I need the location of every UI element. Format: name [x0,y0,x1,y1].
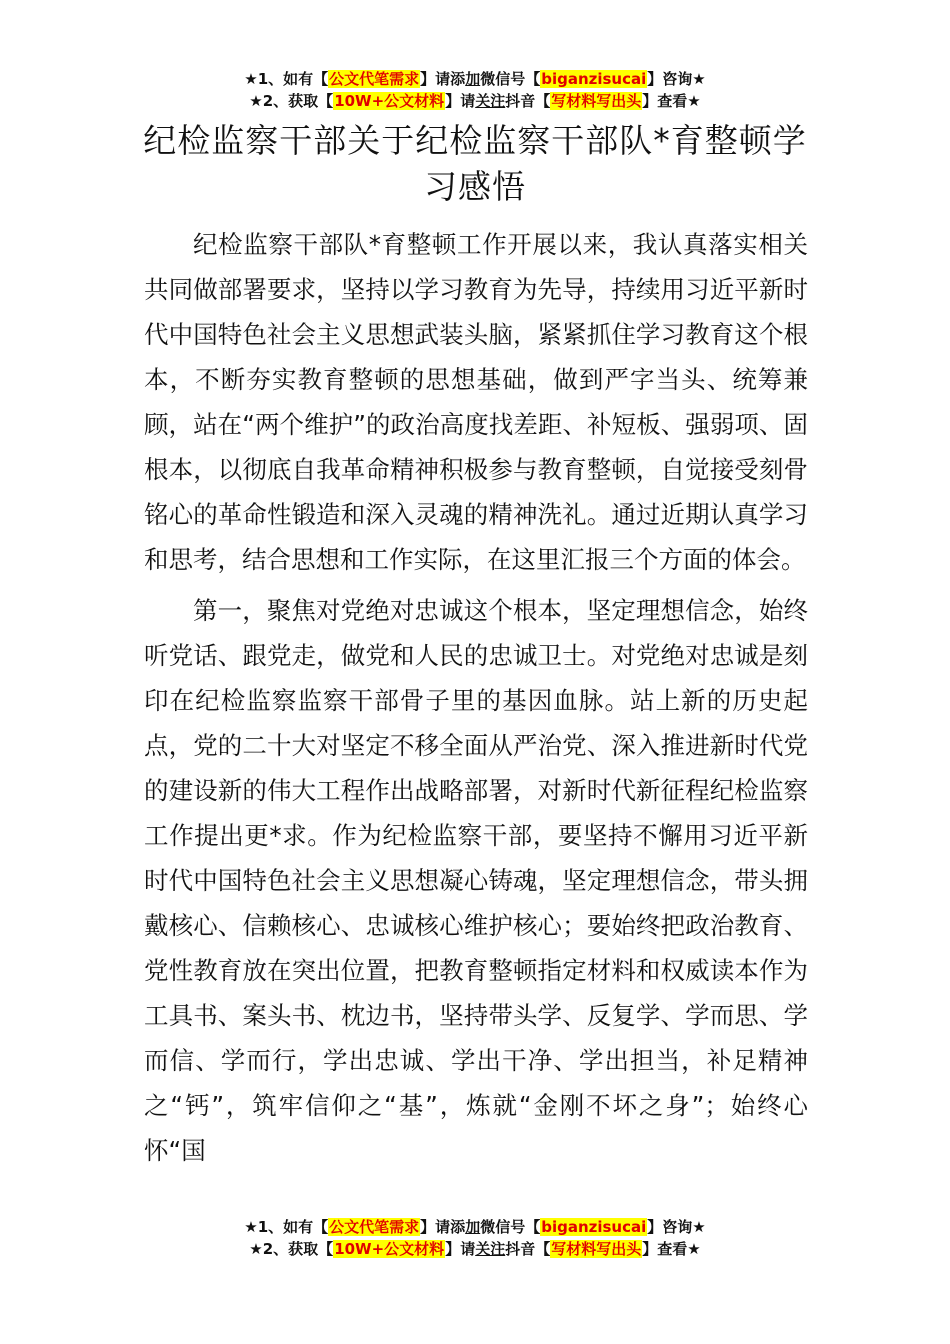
highlight-service: 公文代笔需求 [329,70,420,88]
document-body [144,222,808,1179]
promo-banner-top [0,68,950,112]
highlight-douyin-account: 写材料写出头 [551,92,642,110]
promo-banner-bottom [0,1216,950,1260]
promo-line-1: ★1、如有【公文代笔需求】请添加微信号【biganzisucai】咨询★ [244,1218,706,1236]
promo-line-2: ★2、获取【10W+公文材料】请关注抖音【写材料写出头】查看★ [249,92,701,110]
paragraph-intro: 纪检监察干部队*育整顿工作开展以来，我认真落实相关共同做部署要求，坚持以学习教育为先导，持续用习近平新时代中国特色社会主义思想武装头脑，紧紧抓住学习教育这个根本，不断夯实教育整顿的思想基础，做到严字当头、统筹兼顾，站在“两个维护”的政治高度找差距、补短板、强弱项、固根本，以彻底自我革命精神积极参与教育整顿，自觉接受刻骨铭心的革命性锻造和深入灵魂的精神洗礼。通过近期认真学习和思考，结合思想和工作实际，在这里汇报三个方面的体会。 [144,230,808,574]
document-title: 纪检监察干部关于纪检监察干部队*育整顿学习感悟 [143,121,807,206]
highlight-service: 公文代笔需求 [329,1218,420,1236]
paragraph-first-point: 第一，聚焦对党绝对忠诚这个根本，坚定理想信念，始终听党话、跟党走，做党和人民的忠诚卫士。对党绝对忠诚是刻印在纪检监察监察干部骨子里的基因血脉。站上新的历史起点，党的二十大对坚定不移全面从严治党、深入推进新时代党的建设新的伟大工程作出战略部署，对新时代新征程纪检监察工作提出更*求。作为纪检监察干部，要坚持不懈用习近平新时代中国特色社会主义思想凝心铸魂，坚定理想信念，带头拥戴核心、信赖核心、忠诚核心维护核心；要始终把政治教育、党性教育放在突出位置，把教育整顿指定材料和权威读本作为工具书、案头书、枕边书，坚持带头学、反复学、学而思、学而信、学而行，学出忠诚、学出干净、学出担当，补足精神之“钙”，筑牢信仰之“基”，炼就“金刚不坏之身”；始终心怀“国 [144,596,808,1165]
highlight-wechat-id: biganzisucai [541,70,647,88]
promo-line-1: ★1、如有【公文代笔需求】请添加微信号【biganzisucai】咨询★ [244,70,706,88]
highlight-materials: 10W+公文材料 [334,1240,445,1258]
highlight-douyin-account: 写材料写出头 [551,1240,642,1258]
promo-line-2: ★2、获取【10W+公文材料】请关注抖音【写材料写出头】查看★ [249,1240,701,1258]
highlight-materials: 10W+公文材料 [334,92,445,110]
highlight-wechat-id: biganzisucai [541,1218,647,1236]
